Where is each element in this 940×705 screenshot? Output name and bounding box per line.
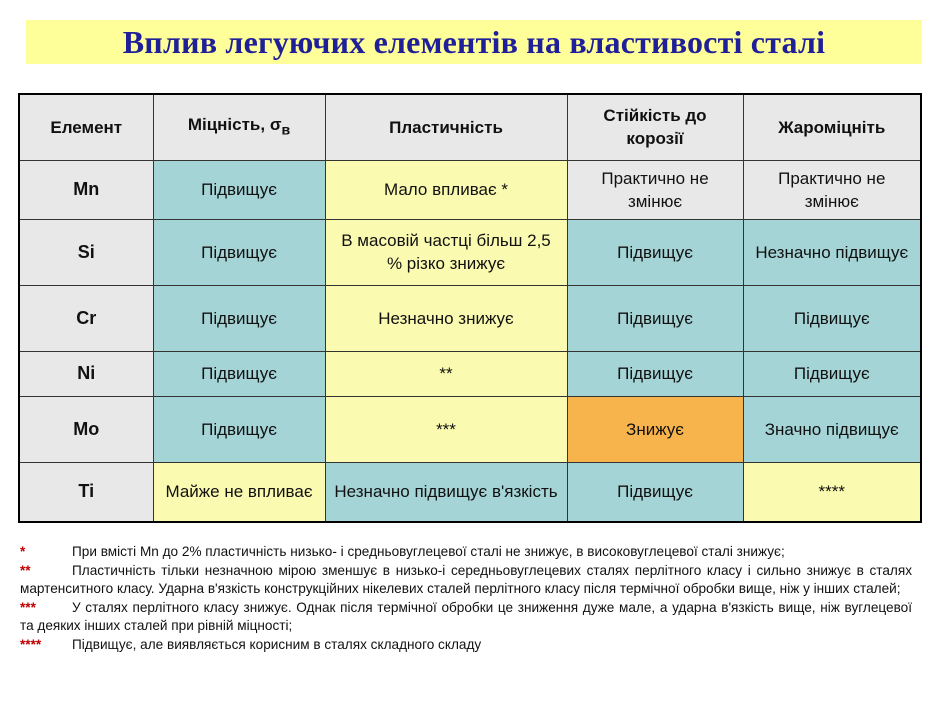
header-plasticity: Пластичність <box>325 94 567 160</box>
footnotes <box>20 543 912 655</box>
cell-plasticity-mo: *** <box>325 396 567 462</box>
header-element: Елемент <box>19 94 153 160</box>
cell-heat-ti: **** <box>743 462 921 522</box>
cell-heat-si: Незначно підвищує <box>743 219 921 285</box>
cell-plasticity-ni: ** <box>325 351 567 396</box>
cell-strength-cr: Підвищує <box>153 285 325 351</box>
row-element-ni: Ni <box>19 351 153 396</box>
row-element-ti: Ti <box>19 462 153 522</box>
cell-plasticity-cr: Незначно знижує <box>325 285 567 351</box>
table-row-si <box>19 219 921 285</box>
cell-plasticity-mn: Мало впливає * <box>325 160 567 219</box>
footnote-marker: *** <box>20 600 36 615</box>
cell-strength-ni: Підвищує <box>153 351 325 396</box>
cell-corrosion-si: Підвищує <box>567 219 743 285</box>
footnote-marker: * <box>20 544 26 559</box>
footnote-2 <box>20 562 912 598</box>
footnote-1 <box>20 543 912 561</box>
row-element-mn: Mn <box>19 160 153 219</box>
row-element-si: Si <box>19 219 153 285</box>
row-element-cr: Cr <box>19 285 153 351</box>
cell-strength-mn: Підвищує <box>153 160 325 219</box>
header-strength <box>153 94 325 160</box>
cell-corrosion-mn: Практично не змінює <box>567 160 743 219</box>
cell-corrosion-mo: Знижує <box>567 396 743 462</box>
table-row-mo <box>19 396 921 462</box>
cell-corrosion-cr: Підвищує <box>567 285 743 351</box>
footnote-marker: **** <box>20 637 42 652</box>
table-row-cr <box>19 285 921 351</box>
footnote-4 <box>20 636 912 654</box>
cell-strength-mo: Підвищує <box>153 396 325 462</box>
footnote-text: Пластичність тільки незначною мірою зменшує в низько-і середньовуглецевих сталях перлітного класу і сильно знижує в сталях мартенситного класу. Ударна в'язкість конструкційних нікелевих сталей перлітного класу після термічної обробки вище, ніж у інших сталей; <box>20 563 912 596</box>
footnote-text: Підвищує, але виявляється корисним в сталях складного складу <box>72 637 482 652</box>
cell-corrosion-ni: Підвищує <box>567 351 743 396</box>
row-element-mo: Mo <box>19 396 153 462</box>
cell-strength-ti: Майже не впливає <box>153 462 325 522</box>
cell-corrosion-ti: Підвищує <box>567 462 743 522</box>
cell-plasticity-si: В масовій частці більш 2,5 % різко знижує <box>325 219 567 285</box>
footnote-marker: ** <box>20 563 31 578</box>
footnote-text: При вмісті Mn до 2% пластичність низько- і средньовуглецевої сталі не знижує, в високовуглецевої сталі знижує; <box>72 544 785 559</box>
cell-plasticity-ti: Незначно підвищує в'язкість <box>325 462 567 522</box>
cell-heat-mo: Значно підвищує <box>743 396 921 462</box>
footnote-3 <box>20 599 912 635</box>
table-row-mn <box>19 160 921 219</box>
header-heat: Жароміцніть <box>743 94 921 160</box>
properties-table <box>18 93 922 523</box>
table-row-ti <box>19 462 921 522</box>
cell-strength-si: Підвищує <box>153 219 325 285</box>
header-strength-subscript: в <box>281 121 291 138</box>
header-strength-label: Міцність, σ <box>187 114 282 134</box>
cell-heat-ni: Підвищує <box>743 351 921 396</box>
title-banner <box>26 20 922 64</box>
header-corrosion: Стійкість до корозії <box>567 94 743 160</box>
cell-heat-mn: Практично не змінює <box>743 160 921 219</box>
header-row <box>19 94 921 160</box>
table-row-ni <box>19 351 921 396</box>
footnote-text: У сталях перлітного класу знижує. Однак після термічної обробки це зниження дуже мале, а ударна в'язкість вище, ніж вуглецевої та деяких інших сталей при рівній міцності; <box>20 600 912 633</box>
cell-heat-cr: Підвищує <box>743 285 921 351</box>
page-title: Вплив легуючих елементів на властивості сталі <box>122 23 826 60</box>
